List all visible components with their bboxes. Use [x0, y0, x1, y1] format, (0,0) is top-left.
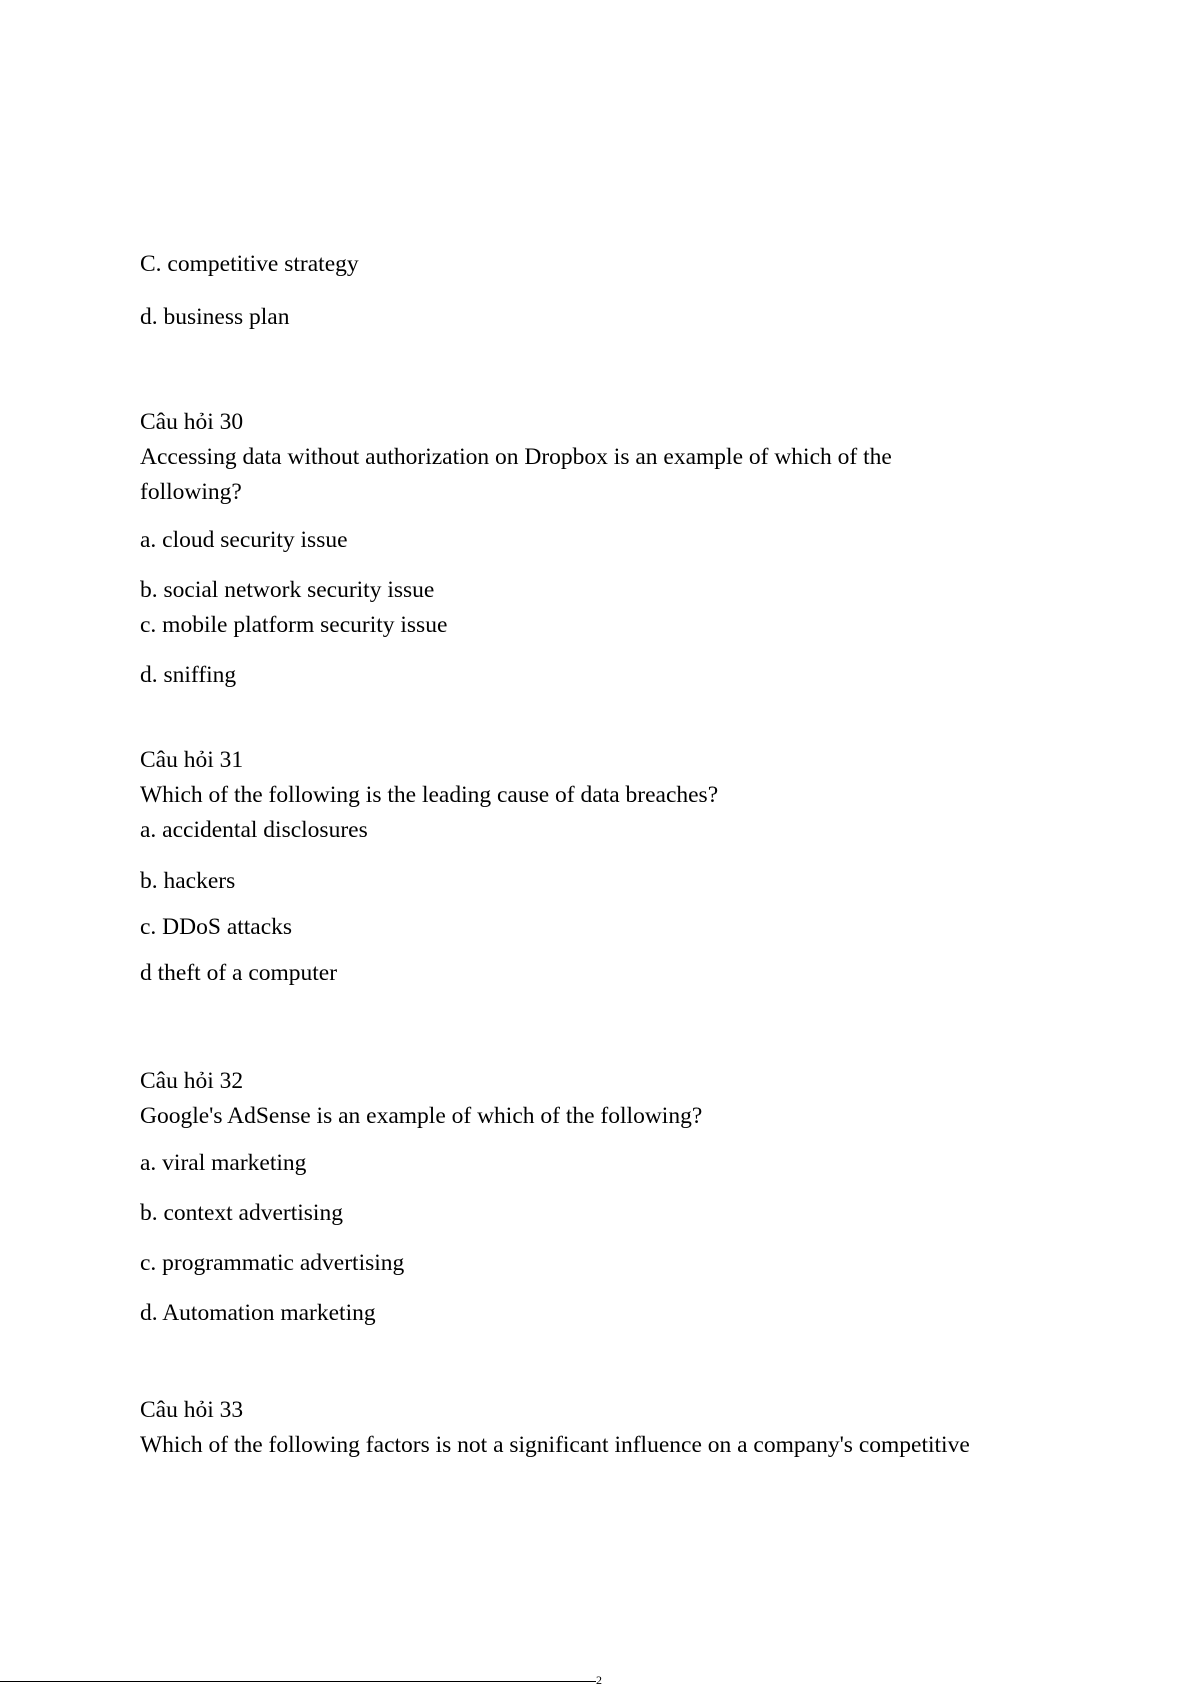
question-30-option-a: a. cloud security issue — [140, 527, 348, 553]
question-32-option-a: a. viral marketing — [140, 1150, 307, 1176]
prev-option-c: C. competitive strategy — [140, 251, 359, 277]
question-30-option-b: b. social network security issue — [140, 577, 435, 603]
question-31-text: Which of the following is the leading cause of data breaches? — [140, 782, 719, 808]
prev-option-d: d. business plan — [140, 304, 290, 330]
question-30-text-line2: following? — [140, 479, 242, 505]
question-30-label: Câu hỏi 30 — [140, 409, 244, 435]
question-31-option-c: c. DDoS attacks — [140, 914, 293, 940]
question-33-text: Which of the following factors is not a significant influence on a company's competitive — [140, 1432, 970, 1458]
question-32-option-c: c. programmatic advertising — [140, 1250, 405, 1276]
question-32-option-b: b. context advertising — [140, 1200, 343, 1226]
question-32-label: Câu hỏi 32 — [140, 1068, 244, 1094]
question-32-option-d: d. Automation marketing — [140, 1300, 376, 1326]
question-30-option-d: d. sniffing — [140, 662, 237, 688]
question-30-option-c: c. mobile platform security issue — [140, 612, 448, 638]
question-31-option-a: a. accidental disclosures — [140, 817, 368, 843]
question-31-label: Câu hỏi 31 — [140, 747, 244, 773]
question-33-label: Câu hỏi 33 — [140, 1397, 244, 1423]
question-31-option-b: b. hackers — [140, 868, 236, 894]
footer-page-mark: 2 — [596, 1673, 602, 1687]
footer-divider — [0, 1681, 596, 1682]
question-30-text-line1: Accessing data without authorization on Dropbox is an example of which of the — [140, 444, 892, 470]
question-31-option-d: d theft of a computer — [140, 960, 338, 986]
question-32-text: Google's AdSense is an example of which of the following? — [140, 1103, 703, 1129]
